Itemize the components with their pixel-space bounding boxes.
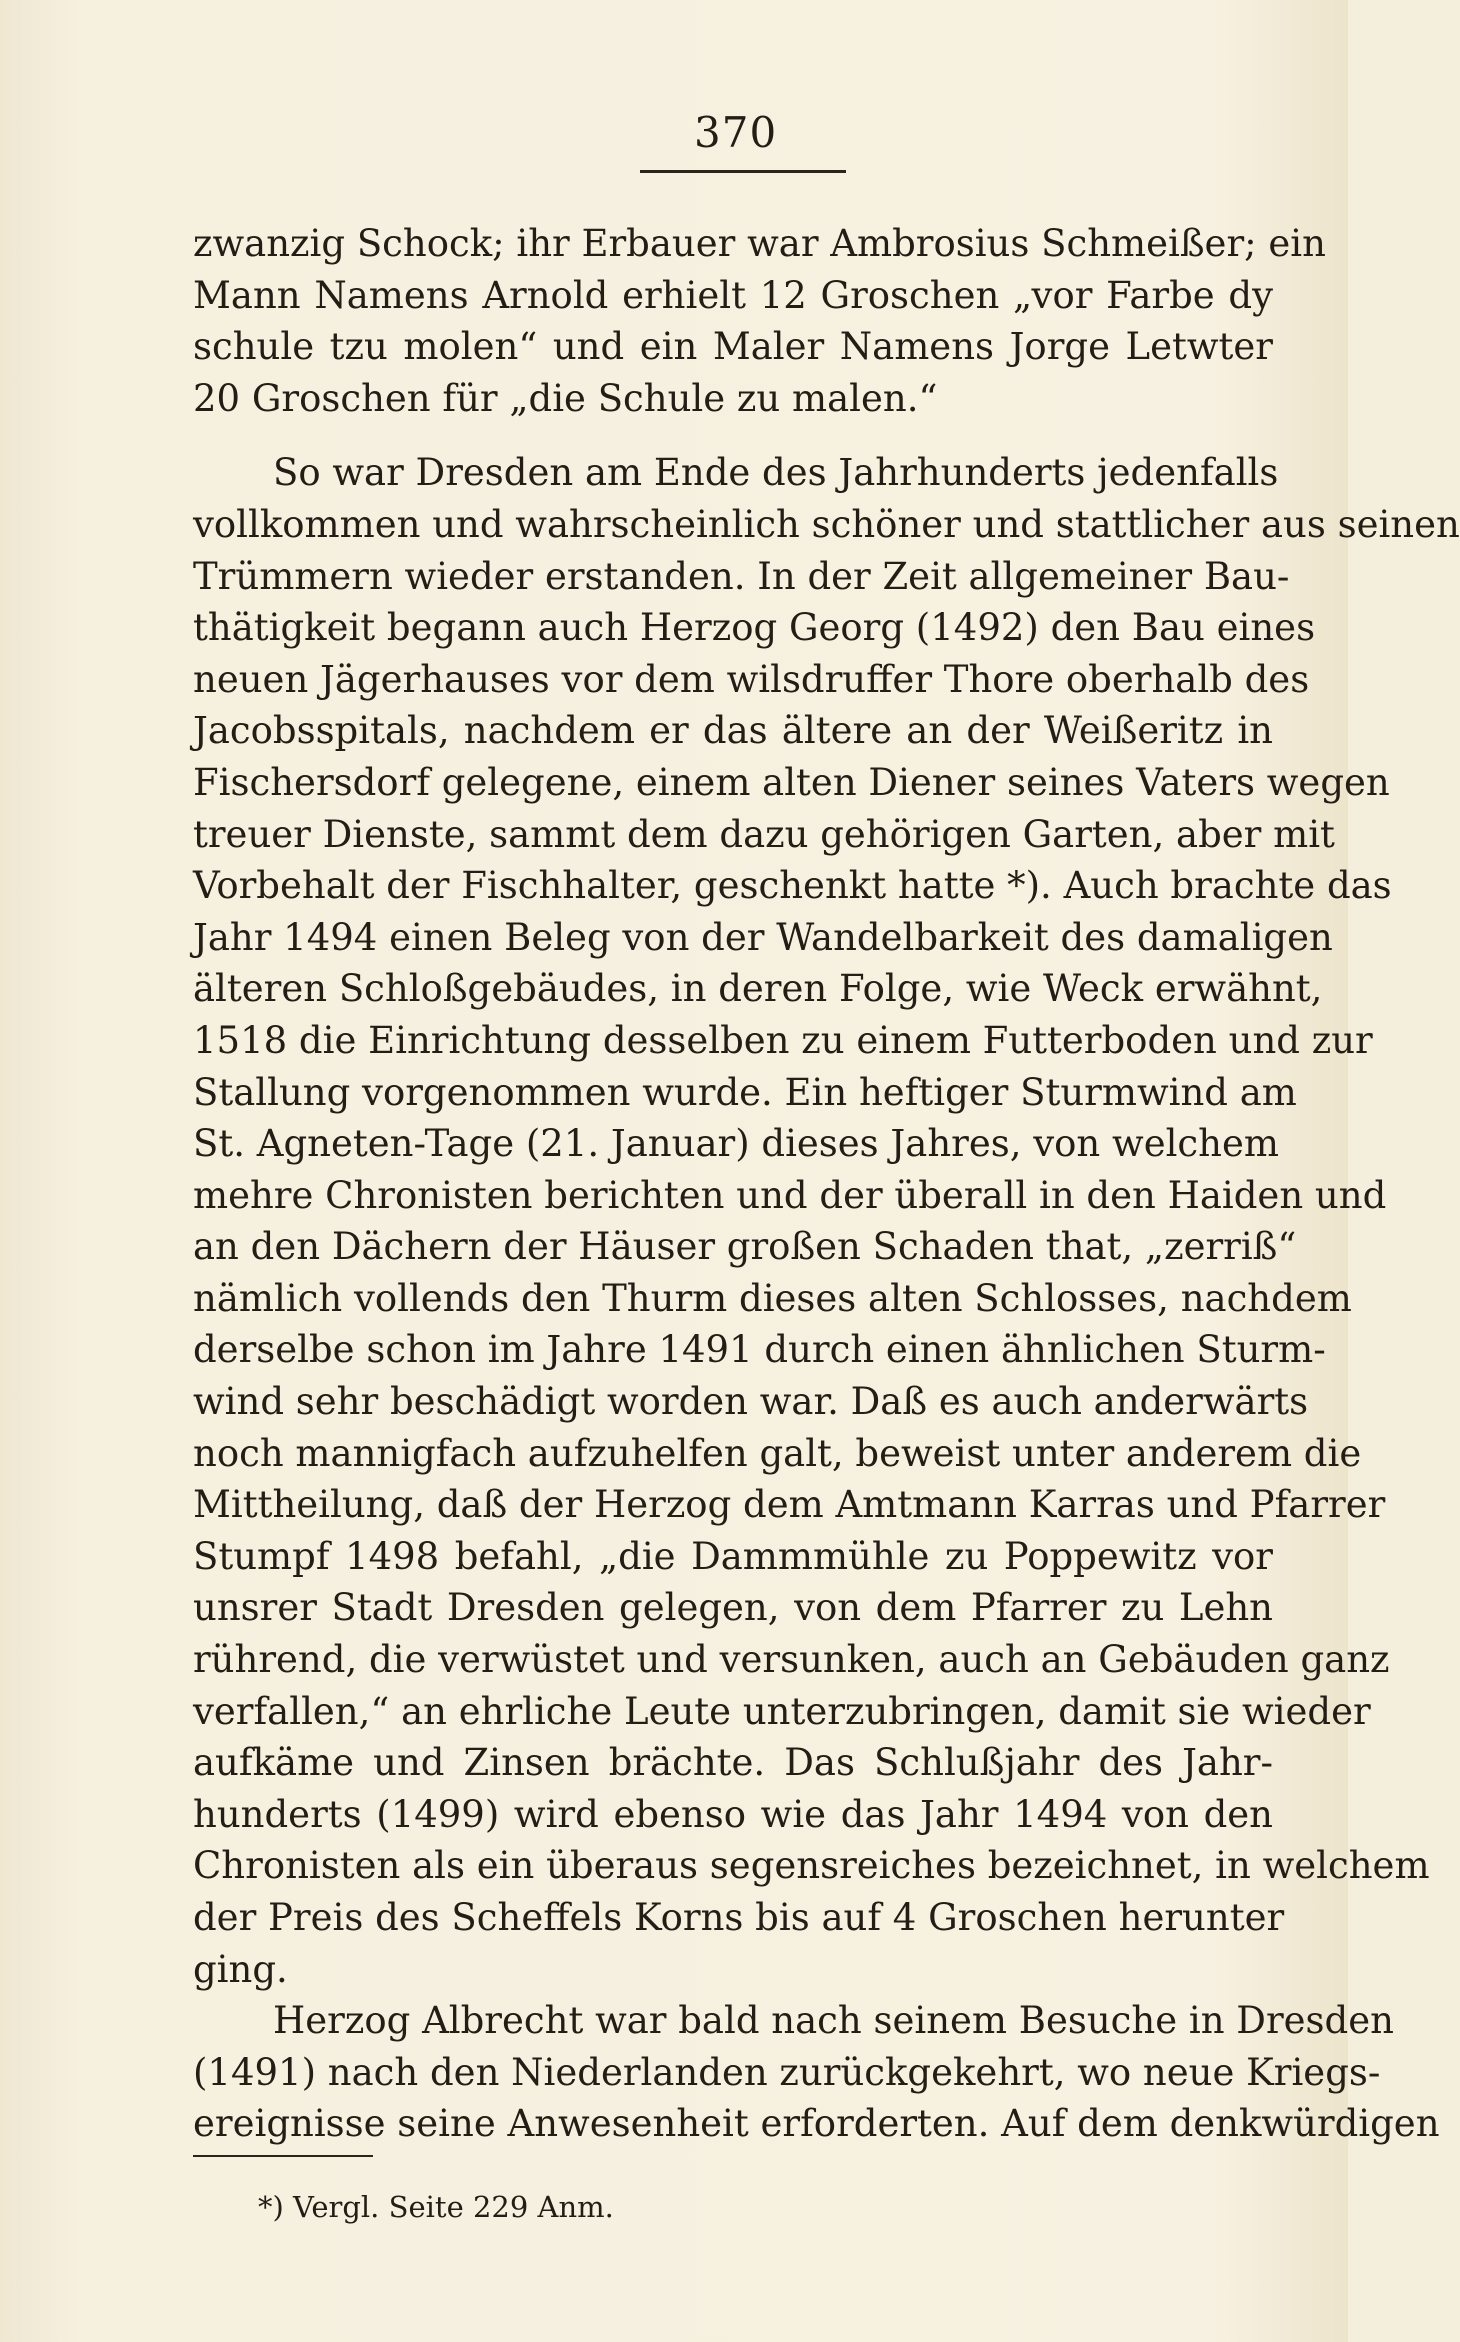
text-line: Vorbehalt der Fischhalter, geschenkt hatte *). Auch brachte das — [193, 864, 1392, 908]
text-line: rührend, die verwüstet und versunken, auch an Gebäuden ganz — [193, 1638, 1390, 1682]
text-line: Herzog Albrecht war bald nach seinem Besuche in Dresden — [273, 1999, 1394, 2043]
text-line: St. Agneten-Tage (21. Januar) dieses Jahres, von welchem — [193, 1122, 1279, 1166]
text-line: aufkäme und Zinsen brächte. Das Schlußjahr des Jahr- — [193, 1741, 1273, 1785]
text-line: zwanzig Schock; ihr Erbauer war Ambrosius Schmeißer; ein — [193, 222, 1326, 265]
text-line: Fischersdorf gelegene, einem alten Diener seines Vaters wegen — [193, 760, 1390, 804]
footnote: *) Vergl. Seite 229 Anm. — [258, 2190, 614, 2224]
text-line: wind sehr beschädigt worden war. Daß es auch anderwärts — [193, 1380, 1309, 1424]
text-line: treuer Dienste, sammt dem dazu gehörigen Garten, aber mit — [193, 812, 1335, 856]
text-line: Jacobsspitals, nachdem er das ältere an der Weißeritz in — [193, 709, 1273, 753]
text-line: Chronisten als ein überaus segensreiches bezeichnet, in welchem — [193, 1844, 1430, 1888]
paragraph-gap — [193, 424, 1273, 447]
text-line: mehre Chronisten berichten und der überall in den Haiden und — [193, 1173, 1387, 1217]
footnote-rule — [193, 2155, 373, 2157]
text-line: (1491) nach den Niederlanden zurückgekehrt, wo neue Kriegs- — [193, 2050, 1381, 2094]
text-line: derselbe schon im Jahre 1491 durch einen ähnlichen Sturm- — [193, 1328, 1326, 1372]
text-line: neuen Jägerhauses vor dem wilsdruffer Thore oberhalb des — [193, 657, 1310, 701]
text-line: noch mannigfach aufzuhelfen galt, beweist unter anderem die — [193, 1431, 1362, 1475]
text-line: Stumpf 1498 befahl, „die Dammmühle zu Poppewitz vor — [193, 1534, 1273, 1578]
text-line: vollkommen und wahrscheinlich schöner und stattlicher aus seinen — [193, 502, 1460, 546]
text-line: Stallung vorgenommen wurde. Ein heftiger Sturmwind am — [193, 1070, 1297, 1114]
page-number: 370 — [694, 108, 778, 157]
header-rule — [640, 170, 846, 173]
text-line: ereignisse seine Anwesenheit erforderten. Auf dem denkwürdigen — [193, 2102, 1440, 2146]
text-line: Jahr 1494 einen Beleg von der Wandelbarkeit des damaligen — [193, 915, 1333, 959]
text-line: nämlich vollends den Thurm dieses alten Schlosses, nachdem — [193, 1276, 1352, 1320]
body-text — [193, 218, 1460, 2150]
text-line: der Preis des Scheffels Korns bis auf 4 Groschen herunter — [193, 1896, 1285, 1939]
text-line: 20 Groschen für „die Schule zu malen.“ — [193, 376, 938, 420]
text-line: älteren Schloßgebäudes, in deren Folge, wie Weck erwähnt, — [193, 967, 1323, 1011]
text-line: Mann Namens Arnold erhielt 12 Groschen „vor Farbe dy — [193, 273, 1273, 317]
text-line: ging. — [193, 1947, 288, 1991]
text-line: Mittheilung, daß der Herzog dem Amtmann Karras und Pfarrer — [193, 1483, 1386, 1527]
text-line: an den Dächern der Häuser großen Schaden that, „zerriß“ — [193, 1225, 1297, 1269]
text-line: hunderts (1499) wird ebenso wie das Jahr 1494 von den — [193, 1792, 1273, 1836]
text-line: unsrer Stadt Dresden gelegen, von dem Pfarrer zu Lehn — [193, 1586, 1273, 1630]
text-line: schule tzu molen“ und ein Maler Namens Jorge Letwter — [193, 325, 1273, 369]
text-line: Trümmern wieder erstanden. In der Zeit allgemeiner Bau- — [193, 554, 1290, 598]
text-line: verfallen,“ an ehrliche Leute unterzubringen, damit sie wieder — [193, 1689, 1371, 1733]
text-line: 1518 die Einrichtung desselben zu einem Futterboden und zur — [193, 1018, 1373, 1062]
text-line: thätigkeit begann auch Herzog Georg (1492) den Bau eines — [193, 606, 1316, 650]
text-line: So war Dresden am Ende des Jahrhunderts jedenfalls — [273, 451, 1279, 495]
